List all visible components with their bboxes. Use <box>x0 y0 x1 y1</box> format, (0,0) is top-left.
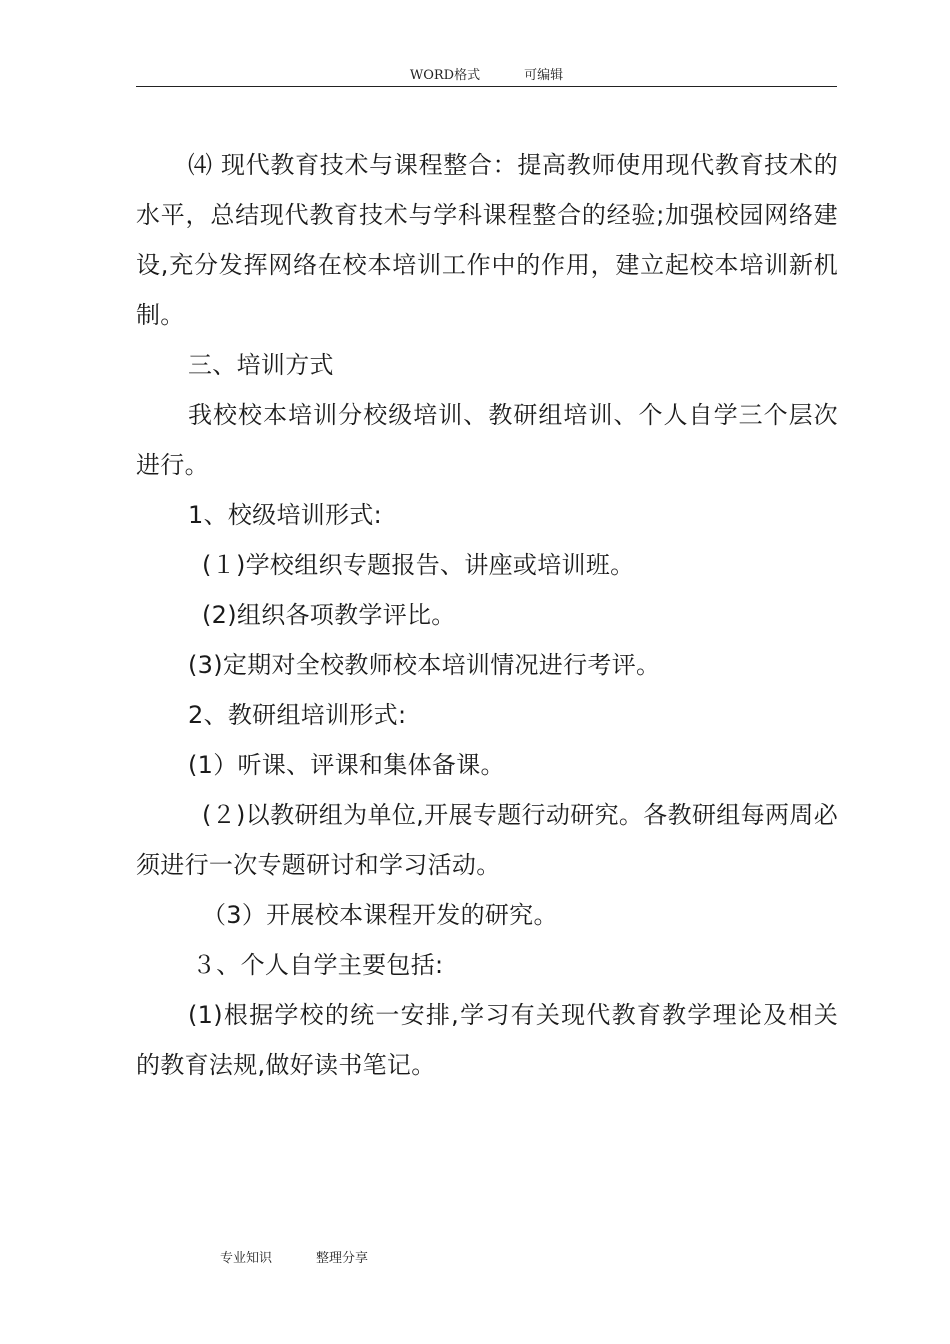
section-heading: 三、培训方式 <box>188 351 334 379</box>
subheading: 2、教研组培训形式: <box>188 701 407 729</box>
header-right-text: 可编辑 <box>524 68 564 83</box>
list-item: (1）听课、评课和集体备课。 <box>188 751 505 779</box>
page-header <box>136 64 837 87</box>
list-item: （3）开展校本课程开发的研究。 <box>202 901 558 929</box>
footer-right-text: 整理分享 <box>316 1251 369 1266</box>
list-item: (2)组织各项教学评比。 <box>202 601 456 629</box>
subheading: 1、校级培训形式: <box>188 501 383 529</box>
page-footer <box>220 1247 368 1266</box>
list-item: (２)以教研组为单位,开展专题行动研究。各教研组每两周必须进行一次专题研讨和学习活动。 <box>136 801 838 879</box>
footer-left-text: 专业知识 <box>220 1251 273 1266</box>
body-text <box>136 140 838 1090</box>
list-item: (1)根据学校的统一安排,学习有关现代教育教学理论及相关的教育法规,做好读书笔记。 <box>136 1001 838 1079</box>
list-item: (１)学校组织专题报告、讲座或培训班。 <box>202 551 635 579</box>
subheading: ３、个人自学主要包括: <box>192 951 444 979</box>
paragraph: 我校校本培训分校级培训、教研组培训、个人自学三个层次进行。 <box>136 401 838 479</box>
header-left-text: WORD格式 <box>409 68 481 83</box>
paragraph: ⑷ 现代教育技术与课程整合：提高教师使用现代教育技术的水平，总结现代教育技术与学科课程整合的经验;加强校园网络建设,充分发挥网络在校本培训工作中的作用，建立起校本培训新机制。 <box>136 151 838 329</box>
list-item: (3)定期对全校教师校本培训情况进行考评。 <box>188 651 661 679</box>
